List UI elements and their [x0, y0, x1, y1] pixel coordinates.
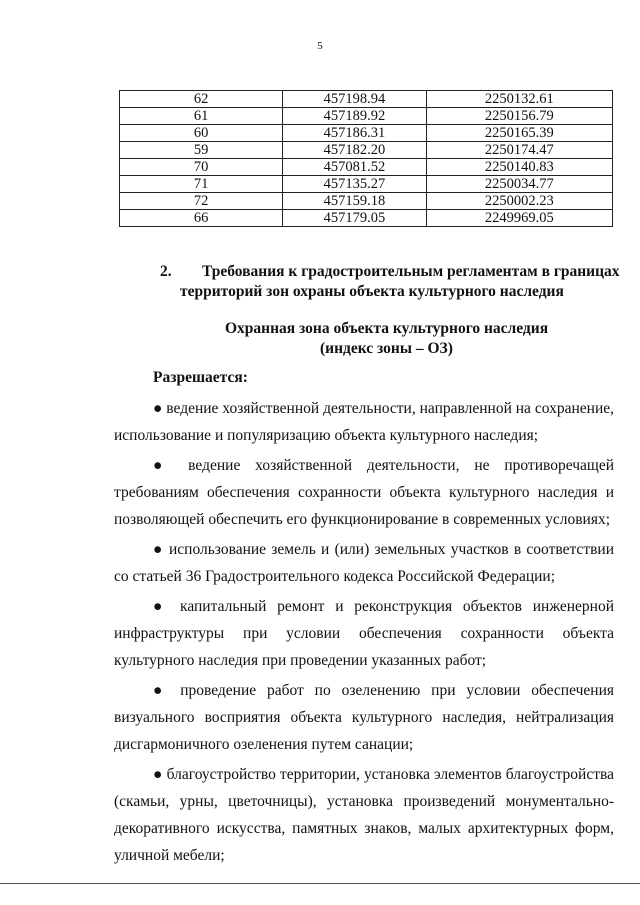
y-coordinate-cell: 2250174.47 [426, 142, 612, 159]
coordinates-table [119, 90, 613, 227]
table-row [120, 125, 613, 142]
x-coordinate-cell: 457182.20 [283, 142, 427, 159]
point-number-cell: 62 [120, 91, 283, 108]
point-number-cell: 70 [120, 159, 283, 176]
y-coordinate-cell: 2249969.05 [426, 210, 612, 227]
allowed-label: Разрешается: [153, 369, 248, 386]
point-number-cell: 72 [120, 193, 283, 210]
point-number-cell: 66 [120, 210, 283, 227]
section-number: 2. [160, 263, 172, 280]
y-coordinate-cell: 2250140.83 [426, 159, 612, 176]
section-title-line-2: территорий зон охраны объекта культурного наследия [180, 283, 564, 300]
table-row [120, 91, 613, 108]
x-coordinate-cell: 457186.31 [283, 125, 427, 142]
x-coordinate-cell: 457179.05 [283, 210, 427, 227]
y-coordinate-cell: 2250002.23 [426, 193, 612, 210]
list-item: ● ведение хозяйственной деятельности, не противоречащей требованиям обеспечения сохранности объекта культурного наследия и позволяющей обеспечить его функционирование в современных условиях; [114, 457, 614, 528]
footer-divider [0, 883, 640, 884]
section-title-line-1: Требования к градостроительным регламентам в границах [202, 263, 620, 280]
x-coordinate-cell: 457135.27 [283, 176, 427, 193]
x-coordinate-cell: 457159.18 [283, 193, 427, 210]
x-coordinate-cell: 457198.94 [283, 91, 427, 108]
table-row [120, 142, 613, 159]
x-coordinate-cell: 457189.92 [283, 108, 427, 125]
table-row [120, 193, 613, 210]
list-item: ● использование земель и (или) земельных участков в соответствии со статьей 36 Градостроительного кодекса Российской Федерации; [114, 541, 614, 585]
point-number-cell: 71 [120, 176, 283, 193]
list-item: ● ведение хозяйственной деятельности, направленной на сохранение, использование и популяризацию объекта культурного наследия; [114, 400, 614, 444]
y-coordinate-cell: 2250034.77 [426, 176, 612, 193]
x-coordinate-cell: 457081.52 [283, 159, 427, 176]
point-number-cell: 61 [120, 108, 283, 125]
y-coordinate-cell: 2250165.39 [426, 125, 612, 142]
y-coordinate-cell: 2250156.79 [426, 108, 612, 125]
point-number-cell: 60 [120, 125, 283, 142]
page-number: 5 [317, 40, 323, 52]
list-item: ● проведение работ по озеленению при условии обеспечения визуального восприятия объекта культурного наследия, нейтрализация дисгармоничного озеленения путем санации; [114, 682, 614, 753]
zone-title-line-1: Охранная зона объекта культурного наследия [225, 320, 549, 337]
table-row [120, 210, 613, 227]
table-row [120, 159, 613, 176]
zone-index-line: (индекс зоны – ОЗ) [320, 340, 453, 357]
list-item: ● благоустройство территории, установка элементов благоустройства (скамьи, урны, цветочницы), установка произведений монументально-декоративного искусства, памятных знаков, малых архитектурных форм, уличной мебели; [114, 766, 614, 864]
y-coordinate-cell: 2250132.61 [426, 91, 612, 108]
list-item: ● капитальный ремонт и реконструкция объектов инженерной инфраструктуры при условии обеспечения сохранности объекта культурного наследия при проведении указанных работ; [114, 598, 614, 669]
table-row [120, 108, 613, 125]
allowed-items-list [114, 395, 614, 872]
point-number-cell: 59 [120, 142, 283, 159]
table-row [120, 176, 613, 193]
